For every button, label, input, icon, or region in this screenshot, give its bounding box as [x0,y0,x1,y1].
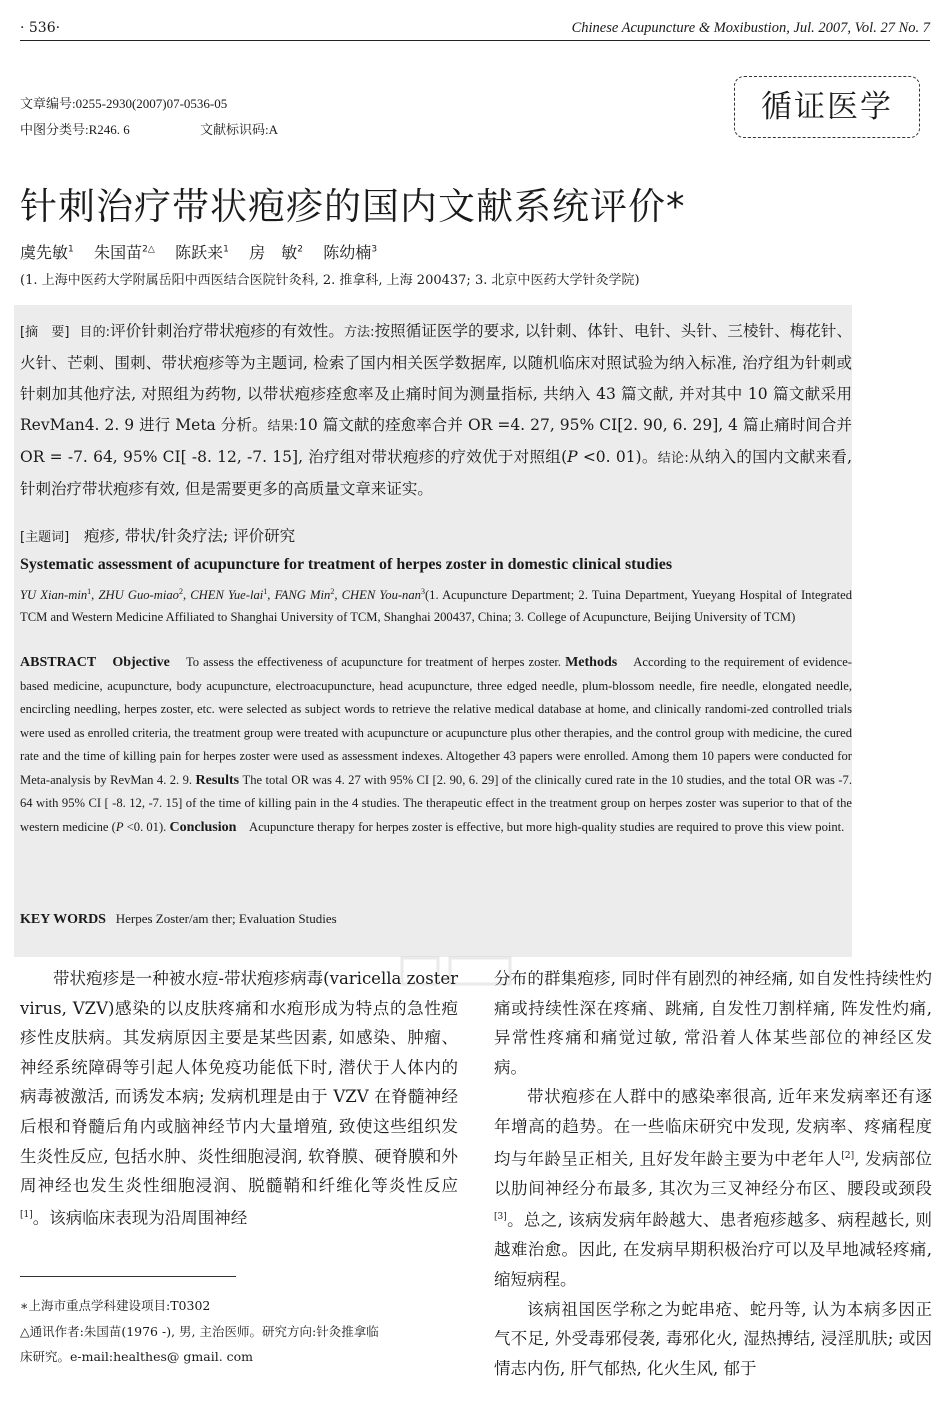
en-methods-label: Methods [565,655,618,670]
author-affil-sup: 1 [223,244,229,255]
running-header [20,18,930,41]
chinese-keywords [20,524,295,546]
body-text: , 发病部位以肋间神经分布最多, 其次为三叉神经分布区、腰段或颈段 [494,1149,932,1198]
body-paragraph [20,964,458,1233]
author-affil-sup: 2△ [142,244,155,255]
footnote-corresponding-2: 床研究。e-mail:healthes@ gmail. com [20,1349,254,1364]
objective-label: 目的: [79,325,111,340]
author-name: 房 敏 [249,243,298,262]
english-authors: YU Xian-$\min^1$, ZHU Guo-miao$^2$, CHEN Yue-lai$^1$, FANG Min$^2$, CHEN You-nan$^3$(1. Acupuncture Department; 2. Tuina Department, Yueyang Hospital of Integrated TCM and Western Medicine Affiliated to Shanghai University of TCM, Shanghai 200437, China; 3. College of Acupuncture, Beijing University of TCM) [20,587,853,625]
author-affil-sup: 3 [371,244,378,255]
document-code: 文献标识码:A [200,122,279,137]
english-keywords [20,911,337,928]
citation-ref: [2] [841,1150,855,1161]
methods-label: 方法: [343,325,375,340]
author-name: 虞先敏 [20,243,69,262]
paper-title: 针刺治疗带状疱疹的国内文献系统评价* [20,185,686,228]
author-name: 陈幼楠 [323,243,372,262]
body-text: 带状疱疹在人群中的感染率很高, 近年来发病率还有逐年增高的趋势。在一些临床研究中发现, 发病率、疼痛程度均与年龄呈正相关, 且好发年龄主要为中老年人 [494,1087,932,1169]
en-author-sup: 1 [263,587,268,596]
en-methods-text: According to the requirement of evidence-based medicine, acupuncture, body acupuncture, electroacupuncture, head acupuncture, three edged needle, plum-blossom needle, fire needle, elongated needle, encircling needling, herpes zoster, etc. were selected as subject words to retrieve the relative medical database at home, and clinically randomi-zed controlled trials were used as enrolled criteria, the treatment group were treated with acupuncture or acupuncture plus other therapies, and the control group with medicine, the cured rate and the time of killing pain for herpes zoster were used as assessment indexes. Altogether 43 papers were enrolled. Among them 10 papers were conducted for Meta-analysis by RevMan 4. 2. 9. [20,655,853,787]
body-right-column [494,964,932,1383]
author-name: 朱国苗 [94,243,143,262]
en-p-value-symbol: P [115,819,124,834]
citation-ref: [3] [494,1212,507,1223]
en-author-name: ZHU Guo-miao [98,588,179,603]
footnote-fund: ∗上海市重点学科建设项目:T0302 [20,1298,211,1313]
results-tail: <0. 01)。 [577,448,658,466]
conclusion-label: 结论: [657,451,689,466]
abstract-label: [摘 要] [20,325,70,340]
en-author-sup: 2 [178,587,183,596]
en-results-tail: <0. 01). [123,819,167,834]
en-author-sup: 3 [420,587,425,596]
footnote-rule [20,1276,236,1277]
page-number: · 536· [20,20,61,36]
body-left-column [20,964,458,1233]
body-text: 带状疱疹是一种被水痘-带状疱疹病毒(varicella zoster virus, VZV)感染的以皮肤疼痛和水疱形成为特点的急性疱疹性皮肤病。其发病原因主要是某些因素, 如感染、肿瘤、神经系统障碍等引起人体免疫功能低下时, 潜伏于人体内的病毒被激活, 而诱发本病; 发病机理是由于 VZV 在脊髓神经后根和脊髓后角内或脑神经节内大量增殖, 致使这些组织发生炎性反应, 包括水肿、炎性细胞浸润, 软脊膜、硬脊膜和外周神经也发生炎性细胞浸润、脱髓鞘和纤维化等炎性反应 [20,969,458,1196]
en-results-label: Results [195,772,240,788]
en-objective-text: To assess the effectiveness of acupuncture for treatment of herpes zoster. [185,655,562,669]
conclusion-text: 从纳入的国内文献来看, 针刺治疗带状疱疹有效, 但是需要更多的高质量文章来证实。 [20,448,852,498]
en-results-text: The total OR was 4. 27 with 95% CI [2. 90, 6. 29] of the clinically cured rate in the 10 studies, and the total OR was -7. 64 with 95% CI [ -8. 12, -7. 15] of the time of killing pain in the 4 studies. The therapeutic effect in the treatment group on herpes zoster was superior to that of the western medicine ( [20,772,852,834]
en-affiliations: (1. Acupuncture Department; 2. Tuina Department, Yueyang Hospital of Integrated TCM and Western Medicine Affiliated to Shanghai University of TCM, Shanghai 200437, China; 3. College of Acupuncture, Beijing University of TCM) [20,588,853,625]
en-author-name: CHEN You-nan [341,588,421,603]
body-text: 。总之, 该病发病年龄越大、患者疱疹越多、病程越长, 则越难治愈。因此, 在发病早期积极治疗可以及早地减轻疼痛, 缩短病程。 [494,1210,932,1289]
body-paragraph: 该病祖国医学称之为蛇串疮、蛇丹等, 认为本病多因正气不足, 外受毒邪侵袭, 毒邪化火, 湿热搏结, 浸淫肌肤; 或因情志内伤, 肝气郁热, 化火生风, 郁于 [494,1299,932,1378]
keywords-text: 疱疹, 带状/针灸疗法; 评价研究 [83,527,296,545]
objective-text: 评价针刺治疗带状疱疹的有效性。 [110,322,344,340]
english-abstract [20,651,852,839]
article-number: 文章编号:0255-2930(2007)07-0536-05 [20,96,228,111]
en-author-name: CHEN Yue-lai [190,588,264,603]
methods-text: 按照循证医学的要求, 以针刺、体针、电针、头针、三棱针、梅花针、火针、芒刺、围刺、带状疱疹等为主题词, 检索了国内相关医学数据库, 以随机临床对照试验为纳入标准, 治疗组为针刺或针刺加其他疗法, 对照组为药物, 以带状疱疹痊愈率及止痛时间为测量指标, 共纳入 43 篇文献, 并对其中 10 篇文献采用 RevMan4. 2. 9 进行 Meta 分析。 [20,322,852,434]
author-list [20,240,377,263]
en-abstract-label: ABSTRACT [20,655,97,670]
en-author-name: FANG Min [274,588,331,603]
author-affil-sup: 1 [68,244,74,255]
en-objective-label: Objective [112,655,170,670]
body-paragraph [494,1082,932,1294]
chinese-abstract [20,316,852,505]
en-author-sup: 1 [87,587,92,596]
en-keywords-label: KEY WORDS [20,912,106,927]
journal-citation: Chinese Acupuncture & Moxibustion, Jul. 2007, Vol. 27 No. 7 [571,20,930,36]
en-conclusion-label: Conclusion [169,819,237,835]
english-title: Systematic assessment of acupuncture for treatment of herpes zoster in domestic clinical studies [20,556,673,573]
results-text: 10 篇文献的痊愈率合并 OR =4. 27, 95% CI[2. 90, 6. 29], 4 篇止痛时间合并 OR = -7. 64, 95% CI[ -8. 12, -7. 15], 治疗组对带状疱疹的疗效优于对照组( [20,416,852,466]
author-affil-sup: 2 [297,244,303,255]
body-paragraph: 分布的群集疱疹, 同时伴有剧烈的神经痛, 如自发性持续性灼痛或持续性深在疼痛、跳痛, 自发性刀割样痛, 阵发性灼痛, 异常性疼痛和痛觉过敏, 常沿着人体某些部位的神经区发病。 [494,969,932,1077]
en-keywords-text: Herpes Zoster/am ther; Evaluation Studies [115,911,337,926]
en-author-name: YU Xian-min [20,588,88,603]
keywords-label: [主题词] [20,530,70,545]
author-name: 陈跃来 [175,243,224,262]
en-conclusion-text: Acupuncture therapy for herpes zoster is effective, but more high-quality studies are required to prove this view point. [248,819,845,834]
body-text: 。该病临床表现为沿周围神经 [32,1208,248,1228]
classification-number: 中图分类号:R246. 6 [20,122,130,137]
p-value-symbol: P [567,448,578,466]
results-label: 结果: [267,419,299,434]
citation-ref: [1] [20,1209,33,1220]
column-label: 循证医学 [734,76,920,138]
en-author-sup: 2 [330,587,335,596]
affiliations: (1. 上海中医药大学附属岳阳中西医结合医院针灸科, 2. 推拿科, 上海 200437; 3. 北京中医药大学针灸学院) [20,273,640,288]
footnote-corresponding: △通讯作者:朱国苗(1976 -), 男, 主治医师。研究方向:针灸推拿临 [20,1324,379,1339]
